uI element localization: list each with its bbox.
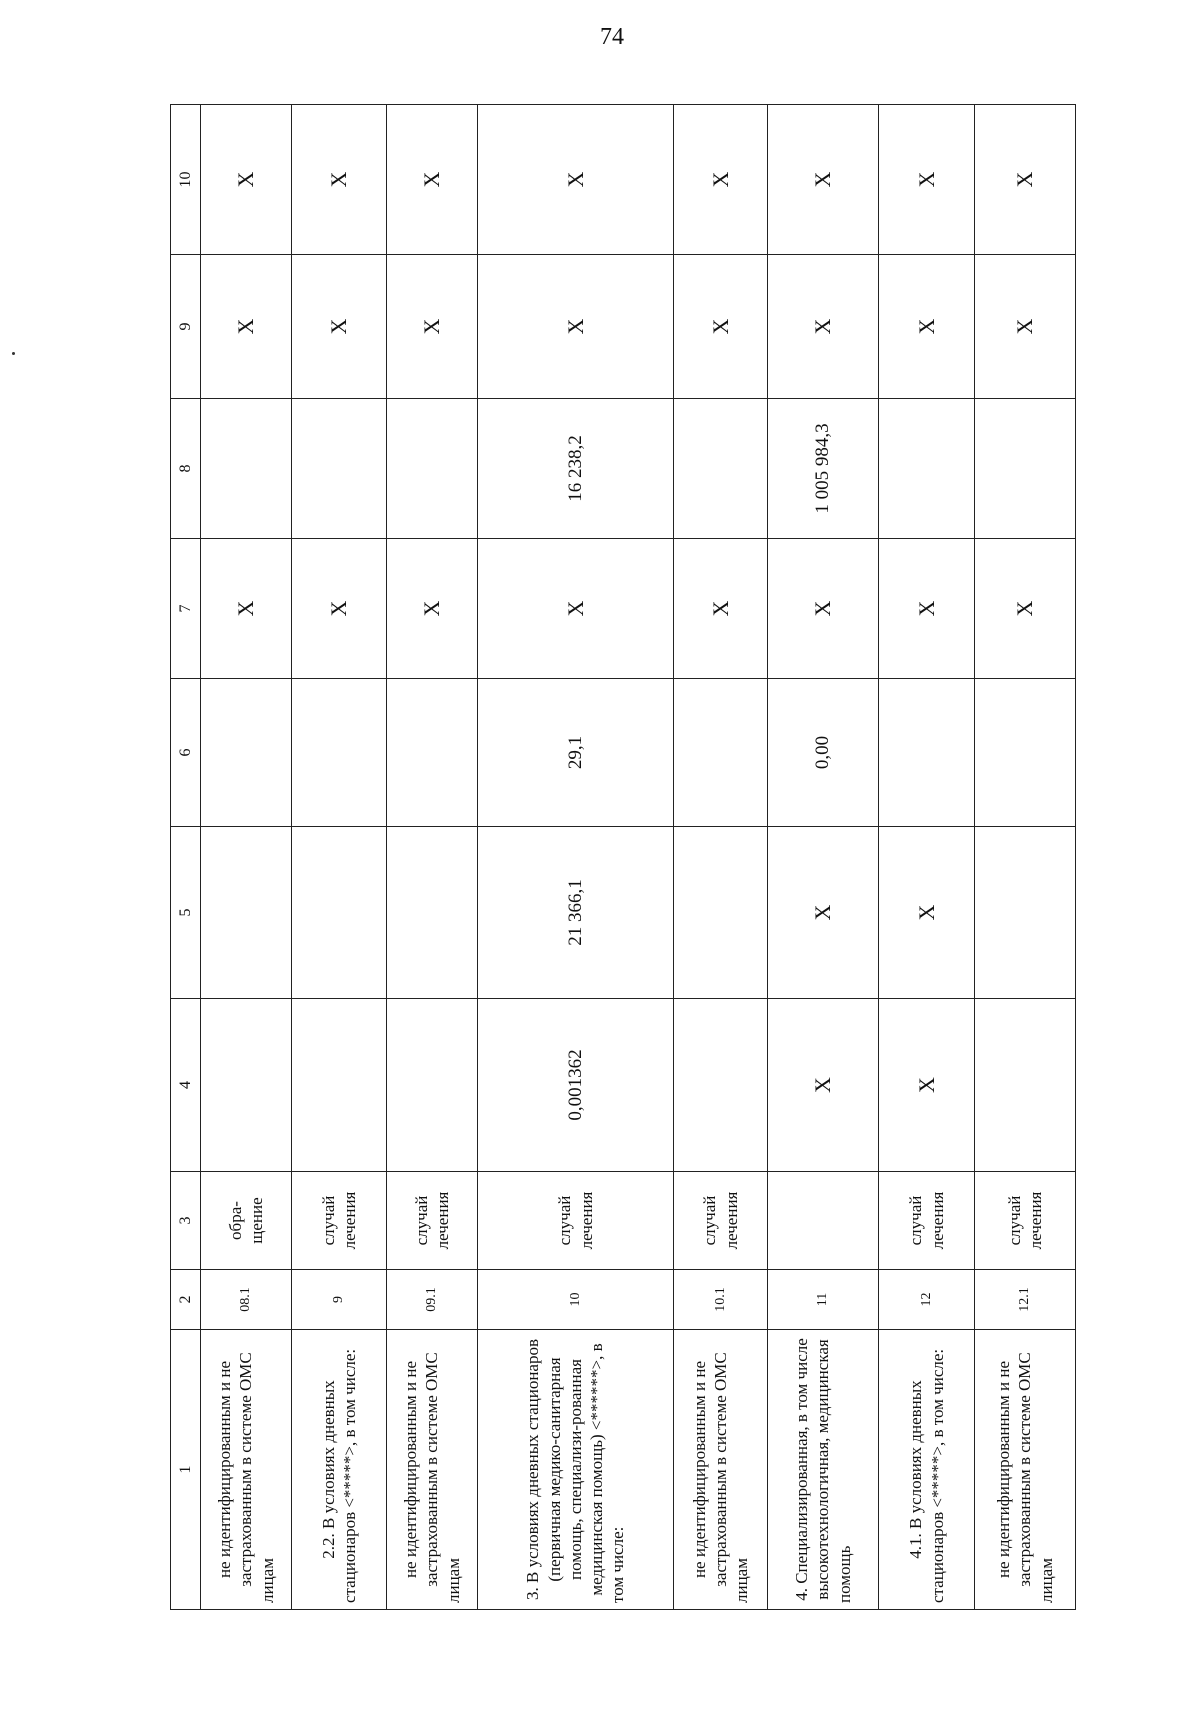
table-row [387, 105, 478, 1610]
row-name: 2.2. В условиях дневных стационаров <*****>, в том числе: [292, 1330, 387, 1610]
row-col5 [674, 827, 768, 999]
row-col6 [674, 679, 768, 827]
row-col10: X [478, 105, 674, 255]
row-col5 [975, 827, 1076, 999]
row-code: 12 [879, 1270, 975, 1330]
table-row [292, 105, 387, 1610]
row-col9: X [975, 255, 1076, 399]
row-col5: X [879, 827, 975, 999]
row-col4 [975, 999, 1076, 1172]
table-row [975, 105, 1076, 1610]
scan-speck [12, 352, 15, 355]
page-number: 74 [600, 24, 624, 50]
row-code: 12.1 [975, 1270, 1076, 1330]
row-col8 [879, 399, 975, 539]
table-row [478, 105, 674, 1610]
row-unit [768, 1172, 879, 1270]
row-col10: X [674, 105, 768, 255]
row-col5 [387, 827, 478, 999]
row-col8 [674, 399, 768, 539]
row-col10: X [292, 105, 387, 255]
row-col8 [201, 399, 292, 539]
row-col6 [201, 679, 292, 827]
col-header-2: 2 [171, 1270, 201, 1330]
row-col8: 1 005 984,3 [768, 399, 879, 539]
col-header-5: 5 [171, 827, 201, 999]
row-col5: X [768, 827, 879, 999]
column-number-row [171, 105, 201, 1610]
col-header-3: 3 [171, 1172, 201, 1270]
row-col6: 29,1 [478, 679, 674, 827]
row-col9: X [292, 255, 387, 399]
row-col7: X [201, 539, 292, 679]
row-col9: X [879, 255, 975, 399]
row-col4 [292, 999, 387, 1172]
row-col5 [201, 827, 292, 999]
row-col5 [292, 827, 387, 999]
row-name: не идентифицированным и не застрахованным в системе ОМС лицам [975, 1330, 1076, 1610]
row-unit: обра- щение [201, 1172, 292, 1270]
row-col9: X [674, 255, 768, 399]
row-code: 10 [478, 1270, 674, 1330]
col-header-8: 8 [171, 399, 201, 539]
row-col8: 16 238,2 [478, 399, 674, 539]
row-code: 08.1 [201, 1270, 292, 1330]
col-header-4: 4 [171, 999, 201, 1172]
row-col4 [674, 999, 768, 1172]
row-unit: случай лечения [478, 1172, 674, 1270]
row-code: 09.1 [387, 1270, 478, 1330]
row-unit: случай лечения [975, 1172, 1076, 1270]
row-name: 3. В условиях дневных стационаров (первичная медико-санитарная помощь, специализи-рованная медицинская помощь) <******>, в том числе: [478, 1330, 674, 1610]
row-col5: 21 366,1 [478, 827, 674, 999]
row-col9: X [387, 255, 478, 399]
col-header-9: 9 [171, 255, 201, 399]
row-col6: 0,00 [768, 679, 879, 827]
row-col4: 0,001362 [478, 999, 674, 1172]
row-code: 11 [768, 1270, 879, 1330]
row-col10: X [201, 105, 292, 255]
row-name: 4.1. В условиях дневных стационаров <*****>, в том числе: [879, 1330, 975, 1610]
row-col7: X [768, 539, 879, 679]
col-header-10: 10 [171, 105, 201, 255]
row-col7: X [674, 539, 768, 679]
row-col4 [201, 999, 292, 1172]
row-col7: X [879, 539, 975, 679]
row-col7: X [292, 539, 387, 679]
row-col7: X [387, 539, 478, 679]
table-row [768, 105, 879, 1610]
row-name: не идентифицированным и не застрахованным в системе ОМС лицам [201, 1330, 292, 1610]
row-code: 9 [292, 1270, 387, 1330]
table-row [674, 105, 768, 1610]
row-unit: случай лечения [674, 1172, 768, 1270]
data-table [170, 104, 1076, 1610]
col-header-6: 6 [171, 679, 201, 827]
row-col6 [975, 679, 1076, 827]
row-col10: X [387, 105, 478, 255]
row-col10: X [975, 105, 1076, 255]
row-col6 [387, 679, 478, 827]
row-col8 [975, 399, 1076, 539]
row-col10: X [879, 105, 975, 255]
row-col4: X [768, 999, 879, 1172]
row-col7: X [478, 539, 674, 679]
row-unit: случай лечения [387, 1172, 478, 1270]
table-row [201, 105, 292, 1610]
row-col8 [387, 399, 478, 539]
row-code: 10.1 [674, 1270, 768, 1330]
row-name: не идентифицированным и не застрахованным в системе ОМС лицам [387, 1330, 478, 1610]
row-col9: X [201, 255, 292, 399]
row-col9: X [478, 255, 674, 399]
row-name: 4. Специализированная, в том числе высокотехнологичная, медицинская помощь [768, 1330, 879, 1610]
row-col10: X [768, 105, 879, 255]
row-col4: X [879, 999, 975, 1172]
row-col6 [879, 679, 975, 827]
row-unit: случай лечения [292, 1172, 387, 1270]
row-col8 [292, 399, 387, 539]
table-row [879, 105, 975, 1610]
row-name: не идентифицированным и не застрахованным в системе ОМС лицам [674, 1330, 768, 1610]
rotated-table-container [170, 105, 1075, 1610]
row-col6 [292, 679, 387, 827]
col-header-1: 1 [171, 1330, 201, 1610]
row-col7: X [975, 539, 1076, 679]
row-col4 [387, 999, 478, 1172]
row-unit: случай лечения [879, 1172, 975, 1270]
col-header-7: 7 [171, 539, 201, 679]
row-col9: X [768, 255, 879, 399]
